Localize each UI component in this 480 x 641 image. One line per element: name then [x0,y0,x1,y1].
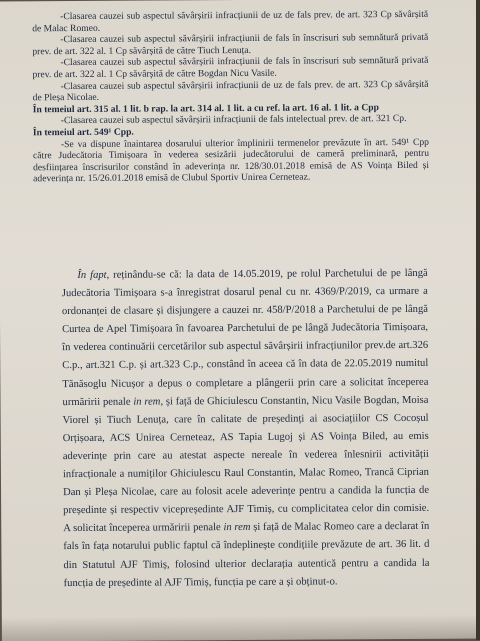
in-fapt-lead: În fapt [77,269,107,281]
page-shadow [2,615,480,641]
clasare-item: -Clasarea cauzei sub aspectul săvârșirii infracțiunii de fals în înscrisuri sub semnătură privată prev. de art. 322 al. 1 Cp săvârșită de către Tiuch Lenuța. [32,32,429,58]
clasare-item: -Clasarea cauzei sub aspectul săvârșirii infracțiunii de fals în înscrisuri sub semnătură privată prev. de art. 322 al. 1 Cp săvârșită de către Bogdan Nicu Vasile. [32,55,429,81]
background-edge [476,0,480,640]
dispune-paragraph: -Se va dispune înaintarea dosarului ulterior împlinirii termenelor prevăzute în art. 549¹ Cpp către Judecătoria Timișoara în vederea sesizării judecătorului de cameră preliminară, pentru desființarea înscrisurilor constând în adeverința nr. 128/30.01.2018 emisă de AS Voința Biled și adeverința nr. 15/26.01.2018 emisă de Clubul Sportiv Unirea Cerneteaz. [32,136,430,185]
in-fapt-paragraph [62,265,430,593]
in-fapt-text: , și față de Ghiciulescu Constantin, Nicu Vasile Bogdan, Moisa Viorel și Tiuch Lenuța, care în calitate de președinți ai asociațiilor CS Cocoșul Orțișoara, ACS Unirea Cerneteaz, AS Tapia Lugoj și AS Voința Biled, au emis adeverințe prin care au atestat aspecte nereale în vederea înlesnirii activității infracționale a numiților Ghiciulescu Raul Constantin, Malac Romeo, Trancă Ciprian Dan și Pleșa Nicolae, care au folosit acele adeverințe pentru a candida la funcția de președinte și respectiv vicepreședinte AJF Timiș, cu complicitatea celor din comisie. A solicitat începerea urmăririi penale [62,394,430,535]
clasare-item: -Clasarea cauzei sub aspectul săvârșirii infracțiunii de fals intelectual prev. de art. 321 Cp. [60,113,407,127]
legal-basis-heading: În temeiul art. 315 al. 1 lit. b rap. la art. 314 al. 1 lit. a cu ref. la art. 16 al. 1 lit. a Cpp [32,101,379,116]
in-fapt-section [62,265,430,593]
in-rem-term: in rem [133,396,161,408]
clasare-item: -Clasarea cauzei sub aspectul săvârșirii infracțiunii de uz de fals prev. de art. 323 Cp săvârșită de Malac Romeo. [32,8,429,34]
ordinance-list-section [32,9,429,185]
clasare-item: -Clasarea cauzei sub aspectul săvârșirii infracțiunii de uz de fals prev. de art. 323 Cp săvârșită de Pleșa Nicolae. [32,78,429,104]
in-fapt-text: și față de Malac Romeo care a declarat în fals în fața notarului public faptul că îndeplinește condițiile prevăzute de art. 36 lit. d din Statutul AJF Timiș, folosind ulterior declarația autentică pentru a candida la funcția de președinte al AJF Timiș, funcția pe care a și obținut-o. [63,521,430,589]
in-rem-term: in rem [223,522,251,534]
legal-basis-heading: În temeiul art. 549¹ Cpp. [32,126,134,139]
in-fapt-text: , reținându-se că: la data de 14.05.2019, pe rolul Parchetului de pe lângă Judecătoria Timișoara s-a înregistrat dosarul penal cu nr. 4369/P/2019, ca urmare a ordonanței de clasare și disjungere a cauzei nr. 458/P/2018 a Parchetului de pe lângă Curtea de Apel Timișoara în favoarea Parchetului de pe lângă Judecătoria Timișoara, în vederea continuării cercetărilor sub aspectul săvârșirii infracțiunilor prev.de art.326 C.p., art.321 C.p. și art.323 C.p., constând în aceea că în data de 22.05.2019 numitul Tănăsoglu Nicușor a depus o completare a plângerii prin care a solicitat începerea urmăririi penale [61,267,429,408]
